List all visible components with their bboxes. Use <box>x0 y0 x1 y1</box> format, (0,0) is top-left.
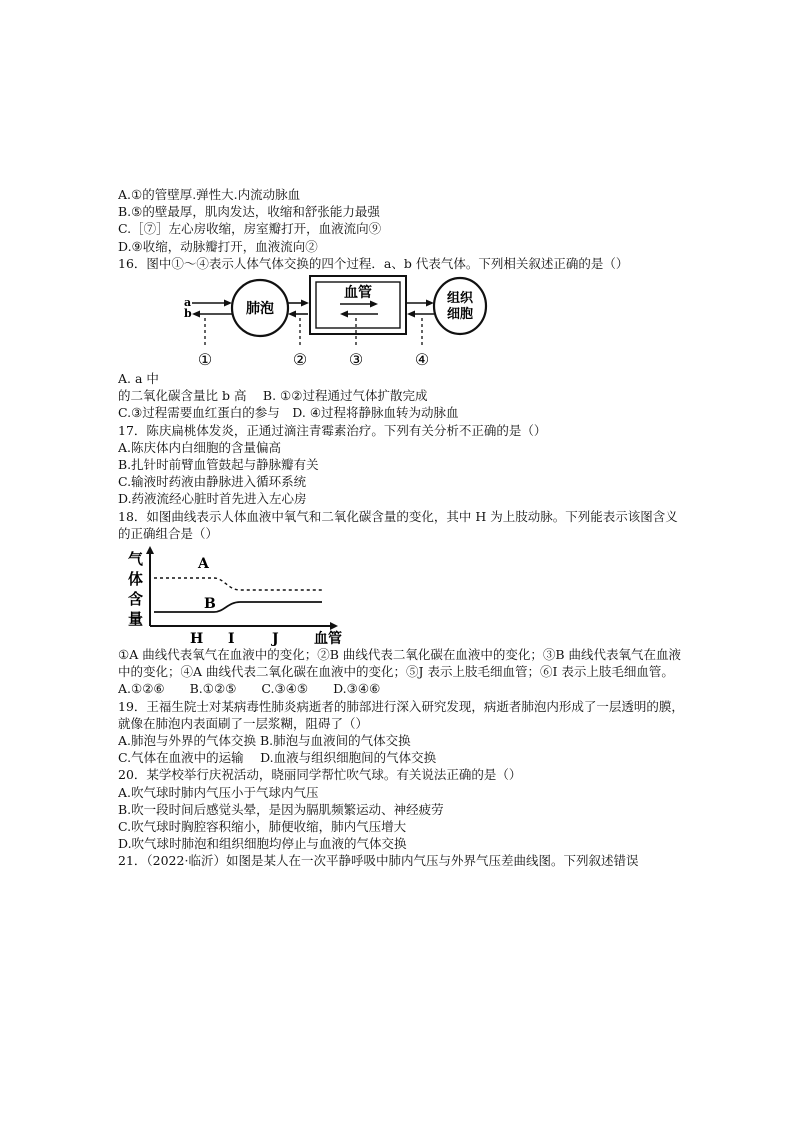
q17-stem: 17．陈庆扁桃体发炎，正通过滴注青霉素治疗。下列有关分析不正确的是（） <box>118 422 547 438</box>
curve-b-label: B <box>204 596 216 613</box>
q19-option-a-b: A.肺泡与外界的气体交换 B.肺泡与血液间的气体交换 <box>118 733 411 749</box>
q15-option-d: D.⑨收缩，动脉瓣打开，血液流向② <box>118 238 318 254</box>
process-4-label: ④ <box>414 350 430 370</box>
q18-stem: 18．如图曲线表示人体血液中氧气和二氧化碳含量的变化，其中 H 为上肢动脉。下列能表示该图含义的正确组合是（） <box>118 508 678 541</box>
q20-option-d: D.吹气球时肺泡和组织细胞均停止与血液的气体交换 <box>118 836 407 852</box>
q19-option-c-d: C.气体在血液中的运输 D.血液与组织细胞间的气体交换 <box>118 750 437 766</box>
y-label-char-2: 体 <box>128 570 144 589</box>
curve-a <box>154 578 322 590</box>
q16-option-c-d: C.③过程需要血红蛋白的参与 D. ④过程将静脉血转为动脉血 <box>118 405 459 421</box>
curve-b <box>154 602 322 612</box>
q17-option-d: D.药液流经心脏时首先进入左心房 <box>118 491 307 507</box>
tissue-cell-shape <box>434 278 486 334</box>
tick-j: J <box>272 631 279 647</box>
q16-stem: 16．图中①～④表示人体气体交换的四个过程．a、b 代表气体。下列相关叙述正确的是（） <box>118 255 629 271</box>
q20-option-b: B.吹一段时间后感觉头晕，是因为膈肌频繁运动、神经疲劳 <box>118 801 444 817</box>
process-1-label: ① <box>197 350 213 370</box>
q21-stem: 21．（2022·临沂）如图是某人在一次平静呼吸中肺内气压与外界气压差曲线图。下列叙述错误 <box>118 853 639 869</box>
q15-option-b: B.⑤的壁最厚，肌肉发达，收缩和舒张能力最强 <box>118 204 380 220</box>
gas-content-curve <box>118 546 688 646</box>
q20-option-c: C.吹气球时胸腔容积缩小，肺便收缩，肺内气压增大 <box>118 819 407 835</box>
tick-i: I <box>228 631 235 647</box>
q16-option-a: A. a 中 <box>118 371 159 387</box>
q17-option-a: A.陈庆体内白细胞的含量偏高 <box>118 439 282 455</box>
vessel-label: 血管 <box>344 285 372 302</box>
q17-option-c: C.输液时药液由静脉进入循环系统 <box>118 474 307 490</box>
q15-option-c: C.［⑦］左心房收缩，房室瓣打开，血液流向⑨ <box>118 221 382 237</box>
gas-exchange-diagram <box>118 272 688 370</box>
x-axis-label: 血管 <box>314 631 342 647</box>
curve-a-label: A <box>198 556 209 573</box>
q15-option-a: A.①的管壁厚.弹性大.内流动脉血 <box>118 187 301 202</box>
q18-options: A.①②⑥ B.①②⑤ C.③④⑤ D.③④⑥ <box>118 681 381 697</box>
tissue-cell-label-2: 细胞 <box>446 307 474 323</box>
y-label-char-1: 气 <box>128 550 144 569</box>
q20-stem: 20．某学校举行庆祝活动，晓丽同学帮忙吹气球。有关说法正确的是（） <box>118 767 522 783</box>
tissue-cell-label-1: 组织 <box>446 291 474 307</box>
gas-b-label: b <box>184 307 192 321</box>
process-3-label: ③ <box>348 350 364 370</box>
alveolus-label: 肺泡 <box>246 301 274 318</box>
q19-stem: 19．王福生院士对某病毒性肺炎病逝者的肺部进行深入研究发现，病逝者肺泡内形成了一层透明的膜，就像在肺泡内表面刷了一层浆糊，阻碍了（） <box>118 698 684 731</box>
q16-figure <box>118 272 688 370</box>
tick-h: H <box>190 631 204 647</box>
q18-statements: ①A 曲线代表氧气在血液中的变化；②B 曲线代表二氧化碳在血液中的变化；③B 曲线代表氧气在血液中的变化；④A 曲线代表二氧化碳在血液中的变化；⑤J 表示上肢毛细血管；⑥I 表示上肢毛细血管。 <box>118 647 682 680</box>
q20-option-a: A.吹气球时肺内气压小于气球内气压 <box>118 784 319 800</box>
q17-option-b: B.扎针时前臂血管鼓起与静脉瓣有关 <box>118 457 319 473</box>
gas-a-label: a <box>184 296 192 310</box>
process-2-label: ② <box>292 350 308 370</box>
y-label-char-3: 含 <box>128 590 144 609</box>
y-label-char-4: 量 <box>128 610 144 629</box>
q18-figure <box>118 546 688 646</box>
document-page <box>118 186 688 870</box>
q16-option-a-cont-b: 的二氧化碳含量比 b 高 B. ①②过程通过气体扩散完成 <box>118 388 428 404</box>
